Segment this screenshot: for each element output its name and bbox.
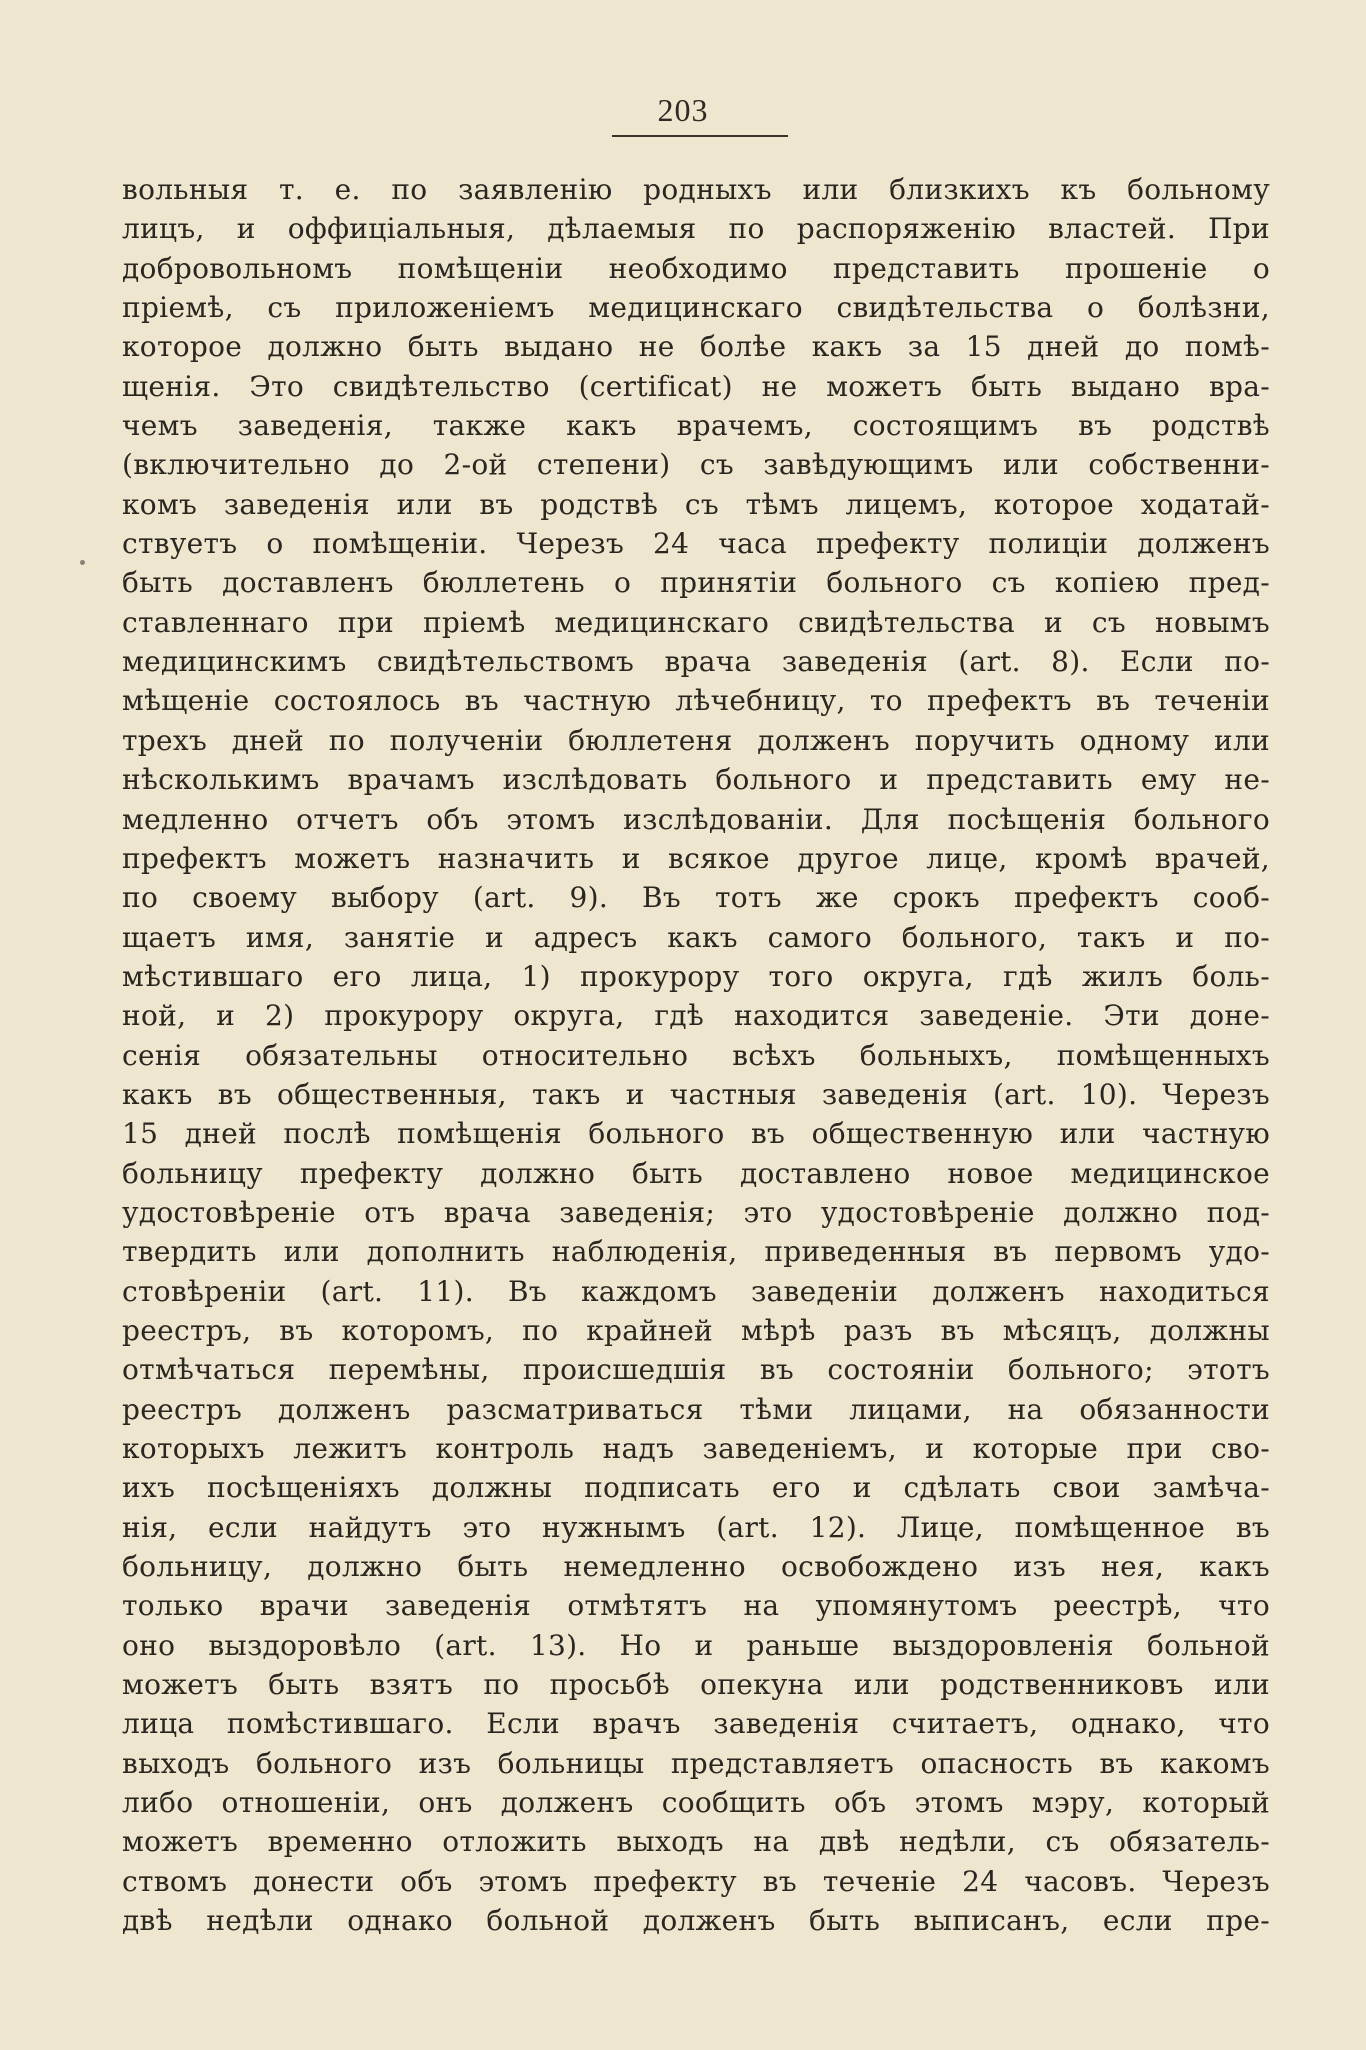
- text-line: 15 дней послѣ помѣщенія больного въ общественную или частную: [122, 1117, 1270, 1151]
- text-line: которое должно быть выдано не болѣе какъ за 15 дней до помѣ-: [122, 330, 1270, 364]
- margin-mark: [80, 560, 85, 565]
- text-line: мѣщеніе состоялось въ частную лѣчебницу, то префектъ въ теченіи: [122, 684, 1270, 718]
- text-line: комъ заведенія или въ родствѣ съ тѣмъ лицемъ, которое ходатай-: [122, 487, 1270, 521]
- text-line: нія, если найдутъ это нужнымъ (art. 12). Лице, помѣщенное въ: [122, 1510, 1270, 1544]
- text-line: щаетъ имя, занятіе и адресъ какъ самого больного, такъ и по-: [122, 920, 1270, 954]
- text-line: больницу префекту должно быть доставлено новое медицинское: [122, 1156, 1270, 1190]
- text-line: (включительно до 2-ой степени) съ завѣдующимъ или собственни-: [122, 448, 1270, 482]
- text-line: стовѣреніи (art. 11). Въ каждомъ заведеніи долженъ находиться: [122, 1274, 1270, 1308]
- text-line: щенія. Это свидѣтельство (certificat) не можетъ быть выдано вра-: [122, 369, 1270, 403]
- text-line: вольныя т. е. по заявленію родныхъ или близкихъ къ больному: [122, 173, 1270, 206]
- text-line: добровольномъ помѣщеніи необходимо представить прошеніе о: [122, 251, 1270, 285]
- text-line: твердить или дополнить наблюденія, приведенныя въ первомъ удо-: [122, 1235, 1270, 1269]
- text-line: медленно отчетъ объ этомъ изслѣдованіи. Для посѣщенія больного: [122, 802, 1270, 836]
- text-line: пріемѣ, съ приложеніемъ медицинскаго свидѣтельства о болѣзни,: [122, 291, 1270, 325]
- text-line: можетъ быть взятъ по просьбѣ опекуна или родственниковъ или: [122, 1668, 1270, 1702]
- text-line: сенія обязательны относительно всѣхъ больныхъ, помѣщенныхъ: [122, 1038, 1270, 1072]
- text-line: выходъ больного изъ больницы представляетъ опасность въ какомъ: [122, 1746, 1270, 1780]
- text-line: оно выздоровѣло (art. 13). Но и раньше выздоровленія больной: [122, 1628, 1270, 1662]
- text-line: чемъ заведенія, также какъ врачемъ, состоящимъ въ родствѣ: [122, 409, 1270, 443]
- header-rule: [612, 135, 788, 137]
- text-line: быть доставленъ бюллетень о принятіи больного съ копіею пред-: [122, 566, 1270, 600]
- text-line: только врачи заведенія отмѣтятъ на упомянутомъ реестрѣ, что: [122, 1589, 1270, 1623]
- text-line: ной, и 2) прокурору округа, гдѣ находится заведеніе. Эти доне-: [122, 999, 1270, 1033]
- text-line: какъ въ общественныя, такъ и частныя заведенія (art. 10). Черезъ: [122, 1077, 1270, 1111]
- text-line: реестръ долженъ разсматриваться тѣми лицами, на обязанности: [122, 1392, 1270, 1426]
- text-line: ствуетъ о помѣщеніи. Черезъ 24 часа префекту полиціи долженъ: [122, 527, 1270, 561]
- text-line: больницу, должно быть немедленно освобождено изъ нея, какъ: [122, 1550, 1270, 1584]
- text-line: медицинскимъ свидѣтельствомъ врача заведенія (art. 8). Если по-: [122, 645, 1270, 679]
- text-line: можетъ временно отложить выходъ на двѣ недѣли, съ обязатель-: [122, 1825, 1270, 1859]
- text-line: удостовѣреніе отъ врача заведенія; это удостовѣреніе должно под-: [122, 1195, 1270, 1229]
- page-number: 203: [657, 92, 709, 128]
- text-line: нѣсколькимъ врачамъ изслѣдовать больного и представить ему не-: [122, 763, 1270, 797]
- text-line: лицъ, и оффиціальныя, дѣлаемыя по распоряженію властей. При: [122, 212, 1270, 246]
- text-line: префектъ можетъ назначить и всякое другое лице, кромѣ врачей,: [122, 841, 1270, 875]
- text-line: ставленнаго при пріемѣ медицинскаго свидѣтельства и съ новымъ: [122, 605, 1270, 639]
- text-line: мѣстившаго его лица, 1) прокурору того округа, гдѣ жилъ боль-: [122, 959, 1270, 993]
- text-line: либо отношеніи, онъ долженъ сообщить объ этомъ мэру, который: [122, 1786, 1270, 1820]
- text-line: реестръ, въ которомъ, по крайней мѣрѣ разъ въ мѣсяцъ, должны: [122, 1313, 1270, 1347]
- body-text: [122, 170, 1270, 1940]
- text-line: лица помѣстившаго. Если врачъ заведенія считаетъ, однако, что: [122, 1707, 1270, 1741]
- text-line: ихъ посѣщеніяхъ должны подписать его и сдѣлать свои замѣча-: [122, 1471, 1270, 1505]
- text-line: двѣ недѣли однако больной долженъ быть выписанъ, если пре-: [122, 1904, 1270, 1938]
- text-line: трехъ дней по полученіи бюллетеня долженъ поручить одному или: [122, 723, 1270, 757]
- text-line: по своему выбору (art. 9). Въ тотъ же срокъ префектъ сооб-: [122, 881, 1270, 915]
- text-line: которыхъ лежитъ контроль надъ заведеніемъ, и которые при сво-: [122, 1432, 1270, 1465]
- text-line: отмѣчаться перемѣны, происшедшія въ состояніи больного; этотъ: [122, 1353, 1270, 1387]
- text-line: ствомъ донести объ этомъ префекту въ теченіе 24 часовъ. Черезъ: [122, 1864, 1270, 1898]
